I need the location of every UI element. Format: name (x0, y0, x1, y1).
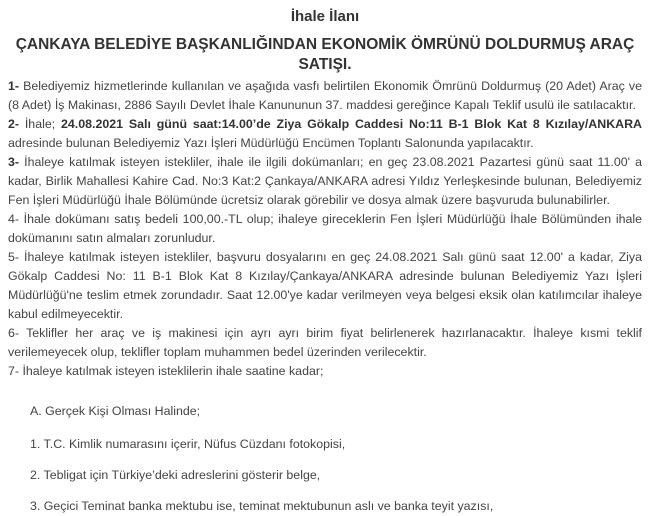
sub-item-1: 1. T.C. Kimlik numarasını içerir, Nüfus Cüzdanı fotokopisi, (30, 437, 346, 451)
clause-number: 1- (8, 79, 20, 93)
clause-text: Belediyemiz hizmetlerinde kullanılan ve aşağıda vasfı belirtilen Ekonomik Ömrünü Doldurmuş (20 Adet) Araç ve (8 Adet) İş Makinası, 2886 Sayılı Devlet İhale Kanununun 37. maddesi gereğince Kapalı Teklif usulü ile satılacaktır. (8, 79, 642, 112)
clause-2 (8, 115, 642, 153)
notice-heading: ÇANKAYA BELEDİYE BAŞKANLIĞINDAN EKONOMİK ÖMRÜNÜ DOLDURMUŞ ARAÇ SATIŞI. (15, 36, 635, 73)
sub-item-2: 2. Tebligat için Türkiye’deki adreslerini gösterir belge, (30, 468, 321, 482)
clause-text: İhaleye katılmak isteyen istekliler, ihale ile ilgili dokümanları; en geç 23.08.2021 Pazartesi günü saat 11.00' a kadar, Birlik Mahallesi Kahire Cad. No:3 Kat:2 Çankaya/ANKARA adresi Yıldız Yerleşkesinde bulunan, Belediyemiz Fen İşleri Müdürlüğü İhale Bölümünde ücretsiz olarak görebilir ve dosya almak üzere başvuruda bulunabilirler. (8, 155, 642, 207)
sub-item-3: 3. Geçici Teminat banka mektubu ise, teminat mektubunun aslı ve banka teyit yazısı, (30, 499, 494, 513)
clause-3 (8, 153, 642, 210)
clause-6: 6- Teklifler her araç ve iş makinesi için ayrı ayrı birim fiyat belirlenerek hazırlanacaktır. İhaleye kısmi teklif verilemeyecek olup, teklifler toplam muhammen bedel üzerinden verilecektir. (8, 326, 642, 359)
clause-number: 3- (8, 155, 20, 169)
clause-4: 4- İhale dokümanı satış bedeli 100,00.-TL olup; ihaleye gireceklerin Fen İşleri Müdürlüğü İhale Bölümünden ihale dokümanını satın almaları zorunludur. (8, 212, 642, 245)
clause-number: 2- (8, 117, 20, 131)
page-title: İhale İlanı (290, 8, 360, 25)
clause-7: 7- İhaleye katılmak isteyen isteklilerin ihale saatine kadar; (8, 364, 324, 378)
clause-text: adresinde bulunan Belediyemiz Yazı İşleri Müdürlüğü Encümen Toplantı Salonunda yapılacaktır. (8, 136, 534, 150)
clause-1 (8, 77, 642, 115)
section-a: A. Gerçek Kişi Olması Halinde; (30, 404, 201, 418)
clause-highlight: 24.08.2021 Salı günü saat:14.00’de Ziya Gökalp Caddesi No:11 B-1 Blok Kat 8 Kızılay/ANKARA (61, 117, 642, 131)
clause-5: 5- İhaleye katılmak isteyen istekliler, başvuru dosyalarını en geç 24.08.2021 Salı günü saat 12.00' a kadar, Ziya Gökalp Caddesi No: 11 B-1 Blok Kat 8 Kızılay/Çankaya/ANKARA adresinde bulunan Belediyemiz Yazı İşleri Müdürlüğü'ne teslim etmek zorundadır. Saat 12.00'ye kadar verilmeyen veya belgesi eksik olan katılımcılar ihaleye kabul edilmeyecektir. (8, 250, 642, 321)
clause-text: İhale; (19, 117, 62, 131)
